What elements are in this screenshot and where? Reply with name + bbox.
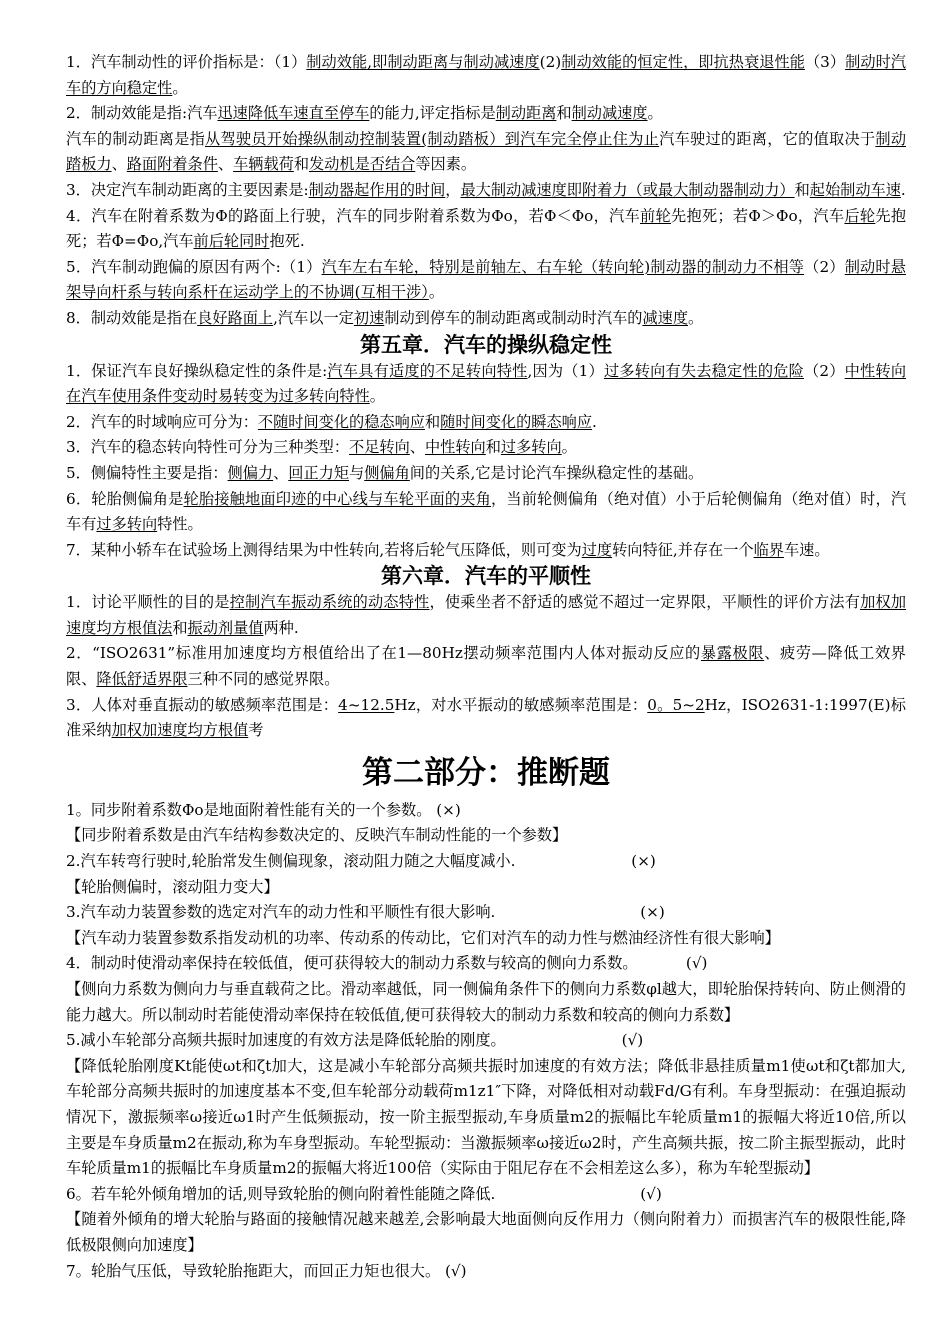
judgment-question [66, 1028, 906, 1054]
answer-blank: 制动时汽车的方向稳定性 [66, 53, 906, 97]
question-text: 5．侧偏特性主要是指： [66, 463, 228, 482]
fill-in-item [66, 693, 906, 744]
question-text: 1．保证汽车良好操纵稳定性的条件是: [66, 361, 328, 380]
question-text: (2) [539, 53, 562, 71]
question-text: 。 [428, 283, 445, 302]
answer-blank: 初速 [353, 308, 385, 327]
question-text: 3．汽车的稳态转向特性可分为三种类型： [66, 438, 350, 457]
question-text: 先抱死；若Φ=Φo,汽车 [66, 206, 907, 251]
answer-blank: 制动时悬架导向杆系与转向系杆在运动学上的不协调(互相干涉） [66, 257, 906, 302]
chapter-6-title: 第六章．汽车的平顺性 [381, 564, 591, 589]
question-text: 和 [556, 104, 572, 123]
fill-in-item [66, 410, 906, 436]
question-text: 2．制动效能是指:汽车 [66, 104, 218, 123]
judgment-question [66, 900, 906, 926]
chapter-4-fill-in-section [66, 50, 906, 332]
answer-mark: (×) [640, 903, 665, 922]
answer-blank: 从驾驶员开始操纵制动控制装置(制动踏板）到汽车完全停止住为止 [205, 129, 660, 148]
answer-blank: 制动距离 [495, 104, 557, 123]
answer-mark: (×) [436, 800, 461, 819]
answer-mark: (√) [685, 954, 708, 973]
question-text: 1．讨论平顺性的目的是 [66, 593, 230, 612]
question-text: 1。同步附着系数Φo是地面附着性能有关的一个参数。 [66, 800, 432, 819]
question-text: 4．汽车在附着系数为Φ的路面上行驶，汽车的同步附着系数为Φo，若Φ＜Φo，汽车 [66, 206, 641, 225]
answer-blank: 4~12.5 [338, 695, 395, 714]
answer-explanation: 【轮胎侧偏时，滚动阻力变大】 [66, 877, 279, 896]
answer-blank: 回正力矩 [288, 463, 350, 482]
question-text: 3．人体对垂直振动的敏感频率范围是： [66, 695, 339, 714]
answer-blank: 发动机是否结合 [309, 155, 416, 174]
answer-blank: 过多转向 [96, 515, 158, 534]
question-text: 和 [485, 438, 501, 457]
judgment-question [66, 1259, 906, 1285]
fill-in-item [66, 641, 906, 692]
answer-mark: (×) [631, 852, 656, 871]
question-text: 7．某种小轿车在试验场上测得结果为中性转向,若将后轮气压降低，则可变为 [66, 540, 582, 559]
answer-explanation: 【同步附着系数是由汽车结构参数决定的、反映汽车制动性能的一个参数】 [66, 826, 568, 845]
fill-in-item [66, 50, 906, 101]
question-text: 特性。 [157, 515, 203, 534]
answer-blank: 迅速降低车速直至停车 [217, 104, 370, 123]
fill-in-item [66, 538, 906, 564]
answer-mark: (√) [640, 1184, 662, 1203]
fill-in-item [66, 487, 906, 538]
question-text: （2） [804, 257, 845, 276]
answer-blank: 制动器起作用的时间 [308, 180, 446, 199]
fill-in-item [66, 461, 906, 487]
question-text: 、 [217, 155, 234, 174]
answer-blank: 中性转向在汽车使用条件变动时易转变为过多转向特性 [66, 361, 907, 406]
question-text: 。 [561, 438, 577, 457]
spacer [515, 852, 631, 870]
question-text: 5.减小车轮部分高频共振时加速度的有效方法是降低轮胎的刚度。 [66, 1031, 506, 1050]
answer-blank: 路面附着条件 [126, 155, 218, 174]
answer-blank: 中性转向 [424, 438, 486, 457]
question-text: 2．“ISO2631”标准用加速度均方根值给出了在1—80Hz摆动频率范围内人体对振动反应的 [66, 644, 701, 663]
question-text: ， [445, 180, 461, 199]
fill-in-item [66, 255, 906, 306]
answer-mark: (√) [621, 1031, 644, 1050]
answer-blank: 振动剂量值 [187, 618, 264, 637]
answer-blank: 制动效能的恒定性，即抗热衰退性能 [561, 53, 805, 71]
question-text: 三种不同的感觉界限。 [187, 670, 340, 689]
answer-blank: 汽车具有适度的不足转向特性 [327, 361, 528, 380]
judgment-questions-section [66, 798, 906, 1284]
question-text: （3） [804, 53, 846, 71]
question-text: 先抱死；若Φ＞Φo，汽车 [671, 206, 845, 225]
answer-blank: 减速度 [642, 308, 688, 327]
answer-blank: 0。5~2 [647, 695, 705, 714]
judgment-question [66, 951, 906, 977]
answer-blank: 随时间变化的瞬态响应 [440, 412, 593, 431]
part-2-title: 第二部分：推断题 [362, 754, 610, 791]
answer-blank: 降低舒适界限 [96, 670, 188, 689]
answer-blank: 过多转向有失去稳定性的危险 [603, 361, 804, 380]
question-text: 转向特征,并存在一个 [612, 540, 754, 559]
answer-blank: 过度 [581, 540, 613, 559]
question-text: 2．汽车的时域响应可分为： [66, 412, 258, 431]
answer-explanation: 【随着外倾角的增大轮胎与路面的接触情况越来越差,会影响最大地面侧向反作用力（侧向附着力）而损害汽车的极限性能,降低极限侧向加速度】 [66, 1210, 906, 1254]
fill-in-item [66, 204, 906, 255]
answer-blank: 制动效能,即制动距离与制动减速度 [306, 53, 540, 71]
question-text: 。 [688, 308, 704, 327]
spacer [638, 954, 686, 972]
answer-explanation: 【降低轮胎刚度Kt能使ωt和ζt加大，这是减小车轮部分高频共振时加速度的有效方法；降低非悬挂质量m1使ωt和ζt都加大,车轮部分高频共振时的加速度基本不变,但车轮部分动载荷m1z1″下降，对降低相对动载Fd/G有利。车身型振动：在强迫振动情况下，激振频率ω接近ω1时产生低频振动，按一阶主振型振动,车身质量m2的振幅比车轮质量m1的振幅大将近10倍,所以主要是车身质量m2在振动,称为车身型振动。车轮型振动：当激振频率ω接近ω2时，产生高频共振，按二阶主振型振动，此时车轮质量m1的振幅比车身质量m2的振幅大将近100倍（实际由于阻尼存在不会相差这么多），称为车轮型振动】 [66, 1056, 906, 1178]
question-text: 制动到停车的制动距离或制动时汽车的 [384, 308, 643, 327]
judgment-question [66, 849, 906, 875]
question-text: . [900, 180, 906, 199]
answer-blank: 汽车左右车轮，特别是前轴左、右车轮（转向轮)制动器的制动力不相等 [321, 257, 805, 276]
fill-in-item [66, 101, 906, 127]
answer-explanation: 【侧向力系数为侧向力与垂直载荷之比。滑动率越低，同一侧偏角条件下的侧向力系数φl越大，即轮胎保持转向、防止侧滑的能力越大。所以制动时若能使滑动率保持在较低值,便可获得较大的制动力系数和较高的侧向力系数】 [66, 980, 906, 1024]
fill-in-item [66, 435, 906, 461]
answer-mark: (√) [445, 1261, 467, 1280]
question-text: ,汽车以一定 [273, 308, 354, 327]
question-text: Hz，对水平振动的敏感频率范围是： [394, 695, 648, 714]
spacer [506, 1031, 622, 1049]
answer-blank: 侧偏力 [227, 463, 274, 482]
chapter-6-fill-in-section [66, 590, 906, 744]
spacer [495, 903, 640, 921]
fill-in-item [66, 306, 906, 332]
answer-blank: 起始制动车速 [809, 180, 901, 199]
chapter-5-fill-in-section [66, 359, 906, 564]
question-text: 2.汽车转弯行驶时,轮胎常发生侧偏现象，滚动阻力随之大幅度减小. [66, 852, 516, 871]
judgment-question [66, 1182, 906, 1208]
answer-blank: 车辆载荷 [233, 155, 294, 174]
question-text: 和 [293, 155, 309, 174]
fill-in-item [66, 359, 906, 410]
question-text: 汽车的制动距离是指 [66, 129, 206, 148]
question-text: 3．决定汽车制动距离的主要因素是: [66, 180, 309, 199]
answer-blank: 加权加速度均方根值法 [66, 593, 907, 637]
question-text: 8．制动效能是指在 [66, 308, 198, 327]
question-text: 抱死. [269, 232, 305, 251]
question-text: 与 [349, 463, 365, 482]
answer-blank: 不随时间变化的稳态响应 [257, 412, 425, 431]
fill-in-item [66, 178, 906, 204]
question-text: 、 [273, 463, 289, 482]
answer-blank: 前后轮同时 [193, 232, 270, 251]
question-text: 的能力,评定指标是 [369, 104, 496, 123]
spacer [495, 1185, 640, 1203]
judgment-question [66, 798, 906, 824]
answer-blank: 临界 [753, 540, 784, 559]
question-text: 4．制动时使滑动率保持在较低值，便可获得较大的制动力系数与较高的侧向力系数。 [66, 954, 638, 973]
question-text: 和 [424, 412, 441, 431]
question-text: 车速。 [783, 540, 830, 559]
question-text: （2） [804, 361, 845, 380]
answer-explanation: 【汽车动力装置参数系指发动机的功率、传动系的传动比，它们对汽车的动力性与燃油经济性有很大影响】 [66, 928, 780, 947]
question-text: 1．汽车制动性的评价指标是：（1） [66, 53, 307, 71]
question-text: . [592, 412, 597, 431]
question-text: ，当前轮侧偏角（绝对值）小于后轮侧偏角（绝对值）时，汽车有 [66, 489, 907, 534]
question-text: 间的关系,它是讨论汽车操纵稳定性的基础。 [409, 463, 704, 482]
answer-blank: 加权加速度均方根值 [111, 721, 249, 740]
question-text: 、 [111, 155, 127, 174]
fill-in-item [66, 590, 906, 641]
answer-blank: 侧偏角 [364, 463, 410, 482]
answer-blank: 良好路面上 [197, 308, 274, 327]
question-text: 、疲劳—降低工效界限、 [66, 644, 906, 689]
answer-blank: 过多转向 [500, 438, 562, 457]
answer-blank: 制动减速度 [571, 104, 648, 123]
question-text: 。 [647, 104, 663, 123]
question-text: 。 [369, 387, 385, 406]
answer-blank: 不足转向 [349, 438, 410, 457]
question-text: ,因为（1） [527, 361, 604, 380]
question-text: 等因素。 [415, 155, 477, 174]
answer-blank: 制动踏板力 [66, 129, 907, 174]
answer-blank: 前轮 [640, 206, 671, 225]
question-text: 6．轮胎侧偏角是 [66, 489, 184, 508]
answer-blank: 暴露极限 [700, 644, 765, 663]
answer-blank: 控制汽车振动系统的动态特性 [229, 593, 430, 612]
question-text: 和 [172, 618, 188, 637]
question-text: 汽车驶过的距离，它的值取决于 [659, 129, 876, 148]
question-text: ，使乘坐者不舒适的感觉不超过一定界限，平顺性的评价方法有 [429, 593, 861, 612]
chapter-5-title: 第五章．汽车的操纵稳定性 [360, 332, 612, 357]
question-text: Hz，ISO2631-1:1997(E)标准采纳 [66, 695, 906, 740]
answer-blank: 最大制动减速度即附着力（或最大制动器制动力） [460, 180, 795, 199]
question-text: 、 [409, 438, 425, 457]
question-text: 3.汽车动力装置参数的选定对汽车的动力性和平顺性有很大影响. [66, 903, 496, 922]
question-text: 7。轮胎气压低，导致轮胎拖距大，而回正力矩也很大。 [66, 1261, 441, 1280]
question-text: 和 [794, 180, 810, 199]
question-text: 6。若车轮外倾角增加的话,则导致轮胎的侧向附着性能随之降低. [66, 1184, 496, 1203]
question-text: 考 [248, 721, 264, 740]
answer-blank: 轮胎接触地面印迹的中心线与车轮平面的夹角 [183, 489, 492, 508]
question-text: 5．汽车制动跑偏的原因有两个:（1） [66, 257, 322, 276]
fill-in-item [66, 127, 906, 178]
question-text: 两种. [263, 618, 299, 637]
answer-blank: 后轮 [844, 206, 876, 225]
question-text: 。 [172, 78, 188, 97]
